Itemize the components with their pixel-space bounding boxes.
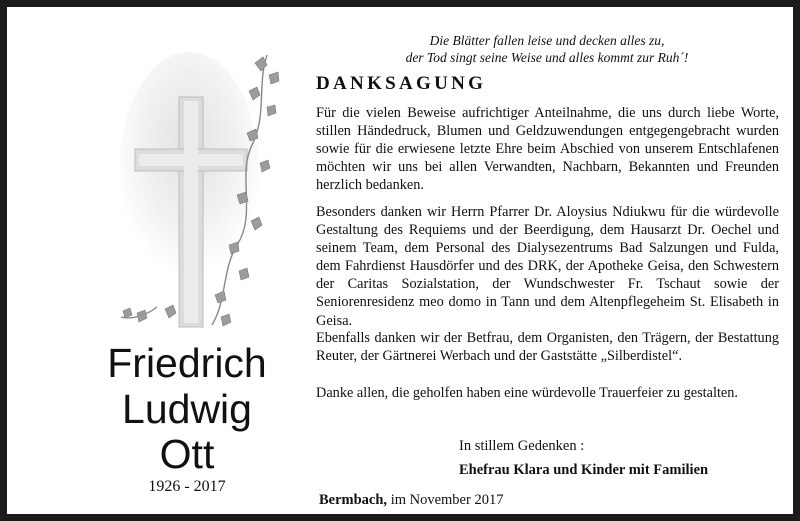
poem-line: der Tod singt seine Weise und alles kommt zur Ruh´! [405,50,689,65]
life-years: 1926 - 2017 [148,478,226,495]
memorial-line: In stillem Gedenken : [459,438,585,454]
paragraph-thanks-special: Besonders danken wir Herrn Pfarrer Dr. Aloysius Ndiukwu für die würdevolle Gestaltung des Requiems und der Beerdigung, dem Hausarzt Dr. Oechel und seinem Team, dem Personal des Dialysezentrums Bad Salzungen und Fulda, dem Fahrdienst Hausdörfer und des DRK, der Apotheke Geisa, den Schwestern der Caritas Sozialstation, der Wundschwester Fr. Tschaut sowie der Seniorenresidenz meo domo in Tann und dem Altenpflegeheim St. Elisabeth in Geisa. [316,204,779,329]
notice-date: im November 2017 [390,492,504,508]
deceased-last-name: Ott [159,431,215,477]
heading-danksagung: DANKSAGUNG [316,73,487,94]
deceased-middle-name: Ludwig [122,386,252,432]
place-date-line [319,492,503,509]
cross-with-ivy-image [117,45,287,345]
paragraph-thanks-all: Danke allen, die geholfen haben eine würdevolle Trauerfeier zu gestalten. [316,385,738,401]
family-signature: Ehefrau Klara und Kinder mit Familien [459,462,709,478]
poem [307,32,787,66]
deceased-first-name: Friedrich [107,340,267,386]
paragraph-thanks-general: Für die vielen Beweise aufrichtiger Anteilnahme, die uns durch liebe Worte, stillen Händedruck, Blumen und Geldzuwendungen entgegengebracht wurden sowie für die erwiesene letzte Ehre beim Abschied von unserem Entschlafenen möchten wir uns bei allen Verwandten, Nachbarn, Bekannten und Freunden herzlich bedanken. [316,105,779,194]
place-name: Bermbach, [319,492,388,508]
poem-line: Die Blätter fallen leise und decken alles zu, [429,33,665,48]
paragraph-thanks-also: Ebenfalls danken wir der Betfrau, dem Organisten, den Trägern, der Bestattung Reuter, der Gärtnerei Werbach und der Gaststätte „Silberdistel“. [316,330,779,365]
